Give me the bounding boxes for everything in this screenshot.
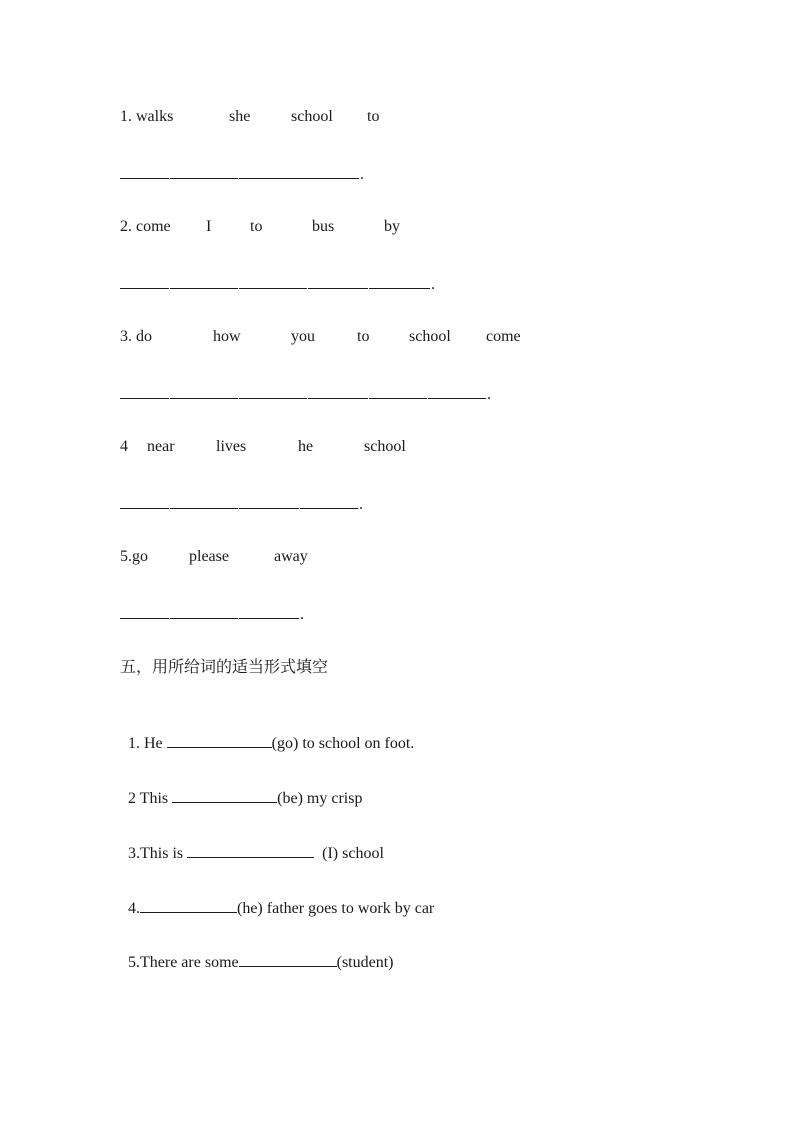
answer-blank-2[interactable] [120, 273, 435, 293]
item-text-after: (go) to school on foot. [271, 735, 415, 752]
fill-blank-item-3 [120, 822, 384, 864]
word: 4 [120, 438, 128, 455]
answer-blank[interactable] [239, 951, 337, 967]
word: to [357, 328, 370, 345]
word: school [409, 328, 451, 345]
period: . [359, 496, 363, 513]
word: 2. come [120, 218, 171, 235]
item-text-before: 1. He [128, 735, 167, 752]
answer-blank-1[interactable] [120, 163, 364, 183]
word: 5.go [120, 548, 148, 565]
word: please [189, 548, 229, 565]
word: school [291, 108, 333, 125]
item-text-before: 2 This [128, 790, 173, 807]
item-text-after: (student) [336, 954, 394, 971]
word: lives [216, 438, 247, 455]
word: to [367, 108, 380, 125]
answer-blank-4[interactable] [120, 493, 363, 513]
answer-blank[interactable] [167, 732, 272, 748]
fill-blank-item-2 [120, 767, 362, 809]
fill-blank-item-4 [120, 877, 434, 919]
answer-blank-3[interactable] [120, 383, 491, 403]
word: to [250, 218, 263, 235]
item-text-after: (be) my crisp [277, 790, 363, 807]
item-text-before: 5.There are some [128, 954, 239, 971]
answer-blank[interactable] [187, 842, 314, 858]
answer-blank-5[interactable] [120, 603, 304, 623]
word: come [486, 328, 521, 345]
item-text-before: 4. [128, 900, 140, 917]
period: . [487, 386, 491, 403]
item-text-before: 3.This is [128, 845, 188, 862]
period: . [360, 166, 364, 183]
word: he [298, 438, 314, 455]
word: 3. do [120, 328, 152, 345]
word: by [384, 218, 400, 235]
answer-blank[interactable] [140, 897, 237, 913]
word: school [364, 438, 406, 455]
word: 1. walks [120, 108, 174, 125]
word: away [274, 548, 308, 565]
item-text-after: (I) school [314, 845, 384, 862]
word: she [229, 108, 251, 125]
fill-blank-item-1 [120, 712, 414, 754]
word: I [206, 218, 212, 235]
period: . [431, 276, 435, 293]
period: . [300, 606, 304, 623]
fill-blank-item-5 [120, 931, 393, 973]
section-heading: 五，用所给词的适当形式填空 [120, 657, 329, 676]
word: bus [312, 218, 335, 235]
word: how [213, 328, 241, 345]
answer-blank[interactable] [172, 787, 277, 803]
reorder-question-1 [120, 107, 380, 207]
item-text-after: (he) father goes to work by car [237, 900, 435, 917]
word: near [147, 438, 175, 455]
word: you [291, 328, 315, 345]
